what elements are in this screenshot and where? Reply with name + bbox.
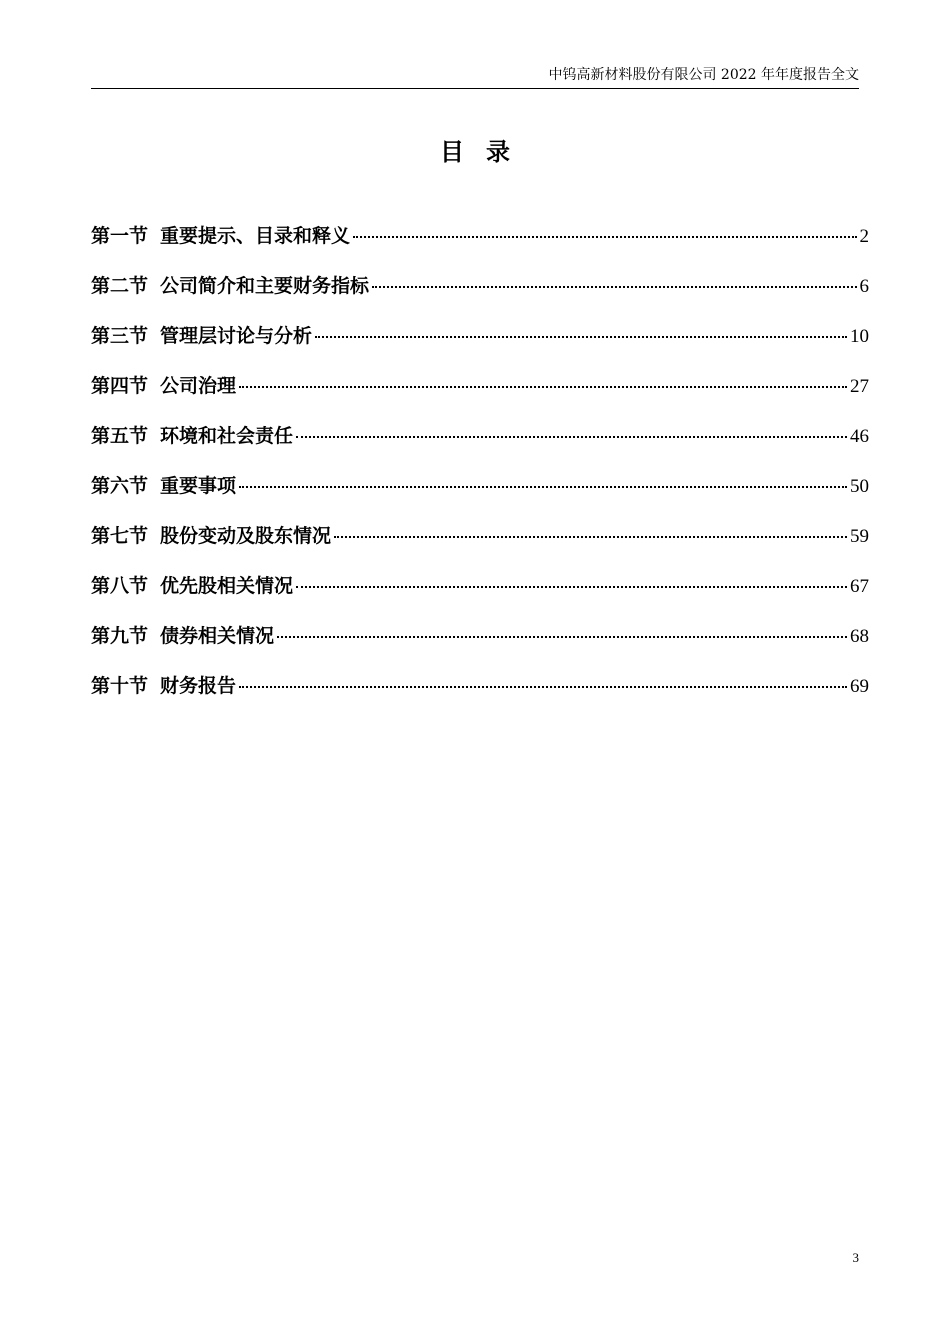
toc-page-number: 50: [850, 476, 869, 497]
toc-entry[interactable]: [91, 420, 869, 470]
toc-section-title: 公司治理: [160, 375, 237, 397]
toc-page-number: 10: [850, 326, 869, 347]
toc-entry[interactable]: [91, 620, 869, 670]
toc-title: 目录: [440, 138, 532, 166]
toc-section-number: 第二节: [91, 275, 149, 297]
toc-dot-leader: [239, 686, 847, 688]
toc-page-number: 2: [859, 226, 869, 247]
toc-section-number: 第十节: [91, 675, 149, 697]
toc-entry[interactable]: [91, 670, 869, 720]
toc-section-number: 第三节: [91, 325, 149, 347]
toc-section-title: 公司简介和主要财务指标: [160, 275, 370, 297]
toc-section-number: 第八节: [91, 575, 149, 597]
toc-page-number: 67: [850, 576, 869, 597]
toc-section-title: 重要事项: [160, 475, 237, 497]
toc-dot-leader: [334, 536, 847, 538]
toc-section-title: 债券相关情况: [160, 625, 275, 647]
toc-section-number: 第六节: [91, 475, 149, 497]
toc-section-number: 第五节: [91, 425, 149, 447]
toc-page-number: 69: [850, 676, 869, 697]
toc-dot-leader: [315, 336, 847, 338]
running-header: 中钨高新材料股份有限公司 2022 年年度报告全文: [548, 67, 859, 83]
header-divider: [91, 88, 859, 89]
toc-section-title: 股份变动及股东情况: [160, 525, 332, 547]
toc-section-number: 第七节: [91, 525, 149, 547]
toc-entry[interactable]: [91, 570, 869, 620]
toc-page-number: 46: [850, 426, 869, 447]
toc-section-title: 重要提示、目录和释义: [160, 225, 351, 247]
toc-section-title: 环境和社会责任: [160, 425, 294, 447]
toc-list: [91, 220, 869, 720]
toc-dot-leader: [372, 286, 856, 288]
toc-entry[interactable]: [91, 470, 869, 520]
toc-section-number: 第四节: [91, 375, 149, 397]
toc-dot-leader: [353, 236, 856, 238]
toc-entry[interactable]: [91, 520, 869, 570]
toc-entry[interactable]: [91, 220, 869, 270]
toc-section-title: 优先股相关情况: [160, 575, 294, 597]
toc-entry[interactable]: [91, 370, 869, 420]
toc-section-title: 财务报告: [160, 675, 237, 697]
toc-section-number: 第一节: [91, 225, 149, 247]
toc-dot-leader: [296, 586, 847, 588]
toc-page-number: 68: [850, 626, 869, 647]
toc-dot-leader: [239, 486, 847, 488]
toc-section-number: 第九节: [91, 625, 149, 647]
toc-entry[interactable]: [91, 320, 869, 370]
toc-page-number: 59: [850, 526, 869, 547]
toc-page-number: 6: [859, 276, 869, 297]
toc-dot-leader: [296, 436, 847, 438]
toc-dot-leader: [277, 636, 847, 638]
toc-page-number: 27: [850, 376, 869, 397]
toc-section-title: 管理层讨论与分析: [160, 325, 313, 347]
toc-entry[interactable]: [91, 270, 869, 320]
toc-dot-leader: [239, 386, 847, 388]
footer-page-number: 3: [852, 1250, 859, 1265]
